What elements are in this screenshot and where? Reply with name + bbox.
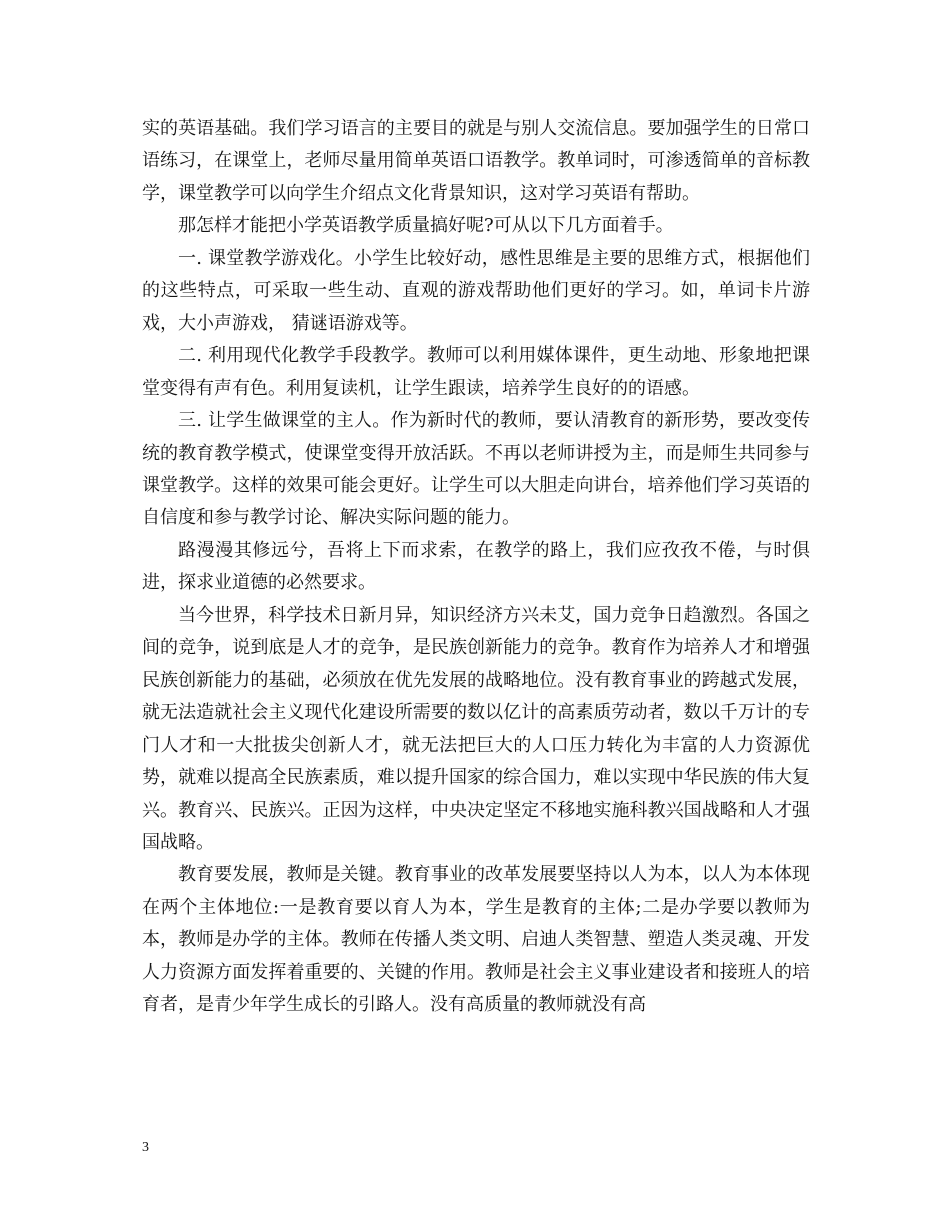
page-number: 3 — [142, 1140, 149, 1155]
paragraph-question: 那怎样才能把小学英语教学质量搞好呢?可从以下几方面着手。 — [178, 215, 674, 237]
paragraph-point-two: 二. 利用现代化教学手段教学。教师可以利用媒体课件，更生动地、形象地把课堂变得有声有色。利用复读机，让学生跟读，培养学生良好的的语感。 — [142, 345, 810, 399]
paragraph-point-one: 一. 课堂教学游戏化。小学生比较好动，感性思维是主要的思维方式，根据他们的这些特点，可采取一些生动、直观的游戏帮助他们更好的学习。如，单词卡片游戏，大小声游戏， 猜谜语游戏等。 — [142, 247, 810, 334]
body-text — [142, 113, 810, 1022]
paragraph-world-competition: 当今世界，科学技术日新月异，知识经济方兴未艾，国力竞争日趋激烈。各国之间的竞争，说到底是人才的竞争，是民族创新能力的竞争。教育作为培养人才和增强民族创新能力的基础，必须放在优先发展的战略地位。没有教育事业的跨越式发展，就无法造就社会主义现代化建设所需要的数以亿计的高素质劳动者，数以千万计的专门人才和一大批拔尖创新人才，就无法把巨大的人口压力转化为丰富的人力资源优势，就难以提高全民族素质，难以提升国家的综合国力，难以实现中华民族的伟大复兴。教育兴、民族兴。正因为这样，中央决定坚定不移地实施科教兴国战略和人才强国战略。 — [142, 604, 810, 853]
paragraph-point-three: 三. 让学生做课堂的主人。作为新时代的教师，要认清教育的新形势，要改变传统的教育教学模式，使课堂变得开放活跃。不再以老师讲授为主，而是师生共同参与课堂教学。这样的效果可能会更好。让学生可以大胆走向讲台，培养他们学习英语的自信度和参与教学讨论、解决实际问题的能力。 — [142, 410, 810, 529]
paragraph-quote: 路漫漫其修远兮，吾将上下而求索，在教学的路上，我们应孜孜不倦，与时俱进，探求业道德的必然要求。 — [142, 539, 810, 594]
paragraph-teachers-key: 教育要发展，教师是关键。教育事业的改革发展要坚持以人为本，以人为本体现在两个主体地位:一是教育要以育人为本，学生是教育的主体;二是办学要以教师为本，教师是办学的主体。教师在传播人类文明、启迪人类智慧、塑造人类灵魂、开发人力资源方面发挥着重要的、关键的作用。教师是社会主义事业建设者和接班人的培育者，是青少年学生成长的引路人。没有高质量的教师就没有高 — [142, 864, 810, 1016]
paragraph-continued: 实的英语基础。我们学习语言的主要目的就是与别人交流信息。要加强学生的日常口语练习，在课堂上，老师尽量用简单英语口语教学。教单词时，可渗透简单的音标教学，课堂教学可以向学生介绍点文化背景知识，这对学习英语有帮助。 — [142, 118, 810, 204]
